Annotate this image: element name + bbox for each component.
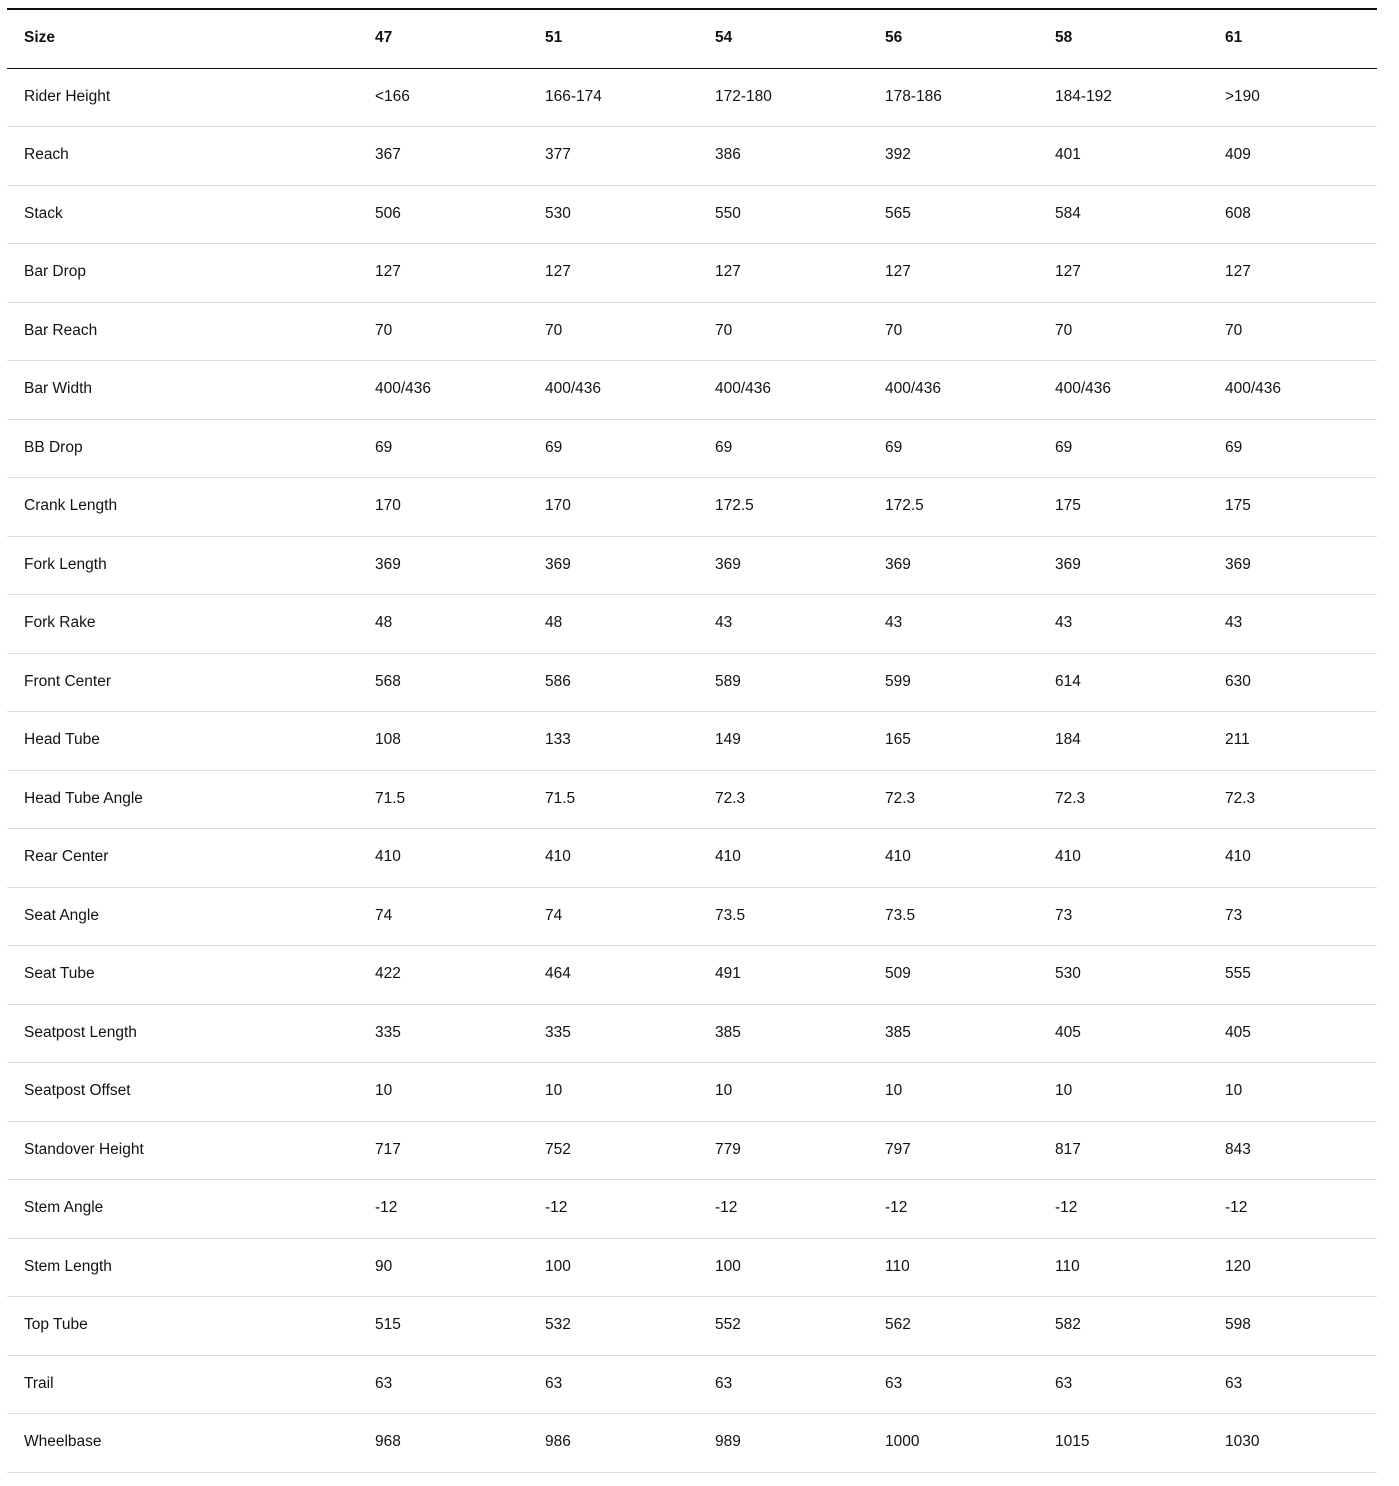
cell-value: 90 [375, 1238, 545, 1297]
cell-value: 335 [545, 1004, 715, 1063]
row-label: Crank Length [7, 478, 375, 537]
table-row [7, 887, 1377, 946]
cell-value: 69 [1225, 419, 1377, 478]
row-label: Rider Height [7, 68, 375, 127]
cell-value: -12 [1225, 1180, 1377, 1239]
table-row [7, 1414, 1377, 1473]
cell-value: -12 [375, 1180, 545, 1239]
cell-value: 70 [715, 302, 885, 361]
cell-value: -12 [545, 1180, 715, 1239]
cell-value: 108 [375, 712, 545, 771]
row-label: Stem Angle [7, 1180, 375, 1239]
cell-value: 509 [885, 946, 1055, 1005]
cell-value: 410 [545, 829, 715, 888]
cell-value: 63 [545, 1355, 715, 1414]
cell-value: 120 [1225, 1238, 1377, 1297]
cell-value: 409 [1225, 127, 1377, 186]
header-row [7, 9, 1377, 68]
cell-value: 43 [715, 595, 885, 654]
cell-value: -12 [715, 1180, 885, 1239]
cell-value: 110 [885, 1238, 1055, 1297]
cell-value: 175 [1225, 478, 1377, 537]
row-label: Reach [7, 127, 375, 186]
header-size-58: 58 [1055, 9, 1225, 68]
row-label: Seat Tube [7, 946, 375, 1005]
cell-value: 968 [375, 1414, 545, 1473]
cell-value: 598 [1225, 1297, 1377, 1356]
cell-value: 405 [1055, 1004, 1225, 1063]
cell-value: 74 [375, 887, 545, 946]
cell-value: 10 [545, 1063, 715, 1122]
cell-value: 70 [375, 302, 545, 361]
row-label: Stack [7, 185, 375, 244]
cell-value: 73.5 [885, 887, 1055, 946]
cell-value: 10 [375, 1063, 545, 1122]
table-row [7, 1297, 1377, 1356]
cell-value: 70 [885, 302, 1055, 361]
table-row [7, 595, 1377, 654]
row-label: Seatpost Offset [7, 1063, 375, 1122]
table-row [7, 419, 1377, 478]
table-row [7, 1180, 1377, 1239]
cell-value: 72.3 [1055, 770, 1225, 829]
table-row [7, 1238, 1377, 1297]
header-size-61: 61 [1225, 9, 1377, 68]
cell-value: 369 [375, 536, 545, 595]
header-size-47: 47 [375, 9, 545, 68]
cell-value: 63 [885, 1355, 1055, 1414]
table-row [7, 244, 1377, 303]
cell-value: 401 [1055, 127, 1225, 186]
cell-value: 127 [545, 244, 715, 303]
cell-value: 797 [885, 1121, 1055, 1180]
cell-value: 555 [1225, 946, 1377, 1005]
cell-value: 71.5 [545, 770, 715, 829]
cell-value: 400/436 [1055, 361, 1225, 420]
cell-value: 69 [545, 419, 715, 478]
cell-value: 70 [1055, 302, 1225, 361]
cell-value: 69 [885, 419, 1055, 478]
cell-value: 63 [375, 1355, 545, 1414]
cell-value: 410 [885, 829, 1055, 888]
row-label: Trail [7, 1355, 375, 1414]
cell-value: 110 [1055, 1238, 1225, 1297]
geometry-table [7, 8, 1377, 1473]
cell-value: 464 [545, 946, 715, 1005]
cell-value: 410 [715, 829, 885, 888]
row-label: Head Tube [7, 712, 375, 771]
cell-value: 74 [545, 887, 715, 946]
cell-value: 127 [1055, 244, 1225, 303]
cell-value: 71.5 [375, 770, 545, 829]
header-size-51: 51 [545, 9, 715, 68]
cell-value: 599 [885, 653, 1055, 712]
cell-value: 843 [1225, 1121, 1377, 1180]
cell-value: 184-192 [1055, 68, 1225, 127]
cell-value: 73.5 [715, 887, 885, 946]
cell-value: 589 [715, 653, 885, 712]
cell-value: 175 [1055, 478, 1225, 537]
table-row [7, 127, 1377, 186]
cell-value: 165 [885, 712, 1055, 771]
row-label: Bar Reach [7, 302, 375, 361]
table-row [7, 1355, 1377, 1414]
cell-value: 752 [545, 1121, 715, 1180]
table-row [7, 712, 1377, 771]
cell-value: 400/436 [545, 361, 715, 420]
cell-value: >190 [1225, 68, 1377, 127]
cell-value: 1015 [1055, 1414, 1225, 1473]
cell-value: 386 [715, 127, 885, 186]
row-label: Fork Rake [7, 595, 375, 654]
table-row [7, 478, 1377, 537]
row-label: Standover Height [7, 1121, 375, 1180]
cell-value: 385 [715, 1004, 885, 1063]
cell-value: 817 [1055, 1121, 1225, 1180]
table-row [7, 302, 1377, 361]
cell-value: 172.5 [715, 478, 885, 537]
cell-value: -12 [885, 1180, 1055, 1239]
cell-value: 392 [885, 127, 1055, 186]
cell-value: 550 [715, 185, 885, 244]
table-row [7, 185, 1377, 244]
cell-value: 491 [715, 946, 885, 1005]
cell-value: 170 [545, 478, 715, 537]
cell-value: 400/436 [715, 361, 885, 420]
cell-value: 10 [1225, 1063, 1377, 1122]
cell-value: 630 [1225, 653, 1377, 712]
row-label: Seat Angle [7, 887, 375, 946]
cell-value: 565 [885, 185, 1055, 244]
cell-value: 127 [885, 244, 1055, 303]
cell-value: 986 [545, 1414, 715, 1473]
table-row [7, 536, 1377, 595]
cell-value: 335 [375, 1004, 545, 1063]
cell-value: 1000 [885, 1414, 1055, 1473]
row-label: BB Drop [7, 419, 375, 478]
cell-value: 400/436 [885, 361, 1055, 420]
cell-value: 184 [1055, 712, 1225, 771]
table-row [7, 653, 1377, 712]
cell-value: 506 [375, 185, 545, 244]
cell-value: 369 [545, 536, 715, 595]
cell-value: 400/436 [1225, 361, 1377, 420]
header-size-label: Size [7, 9, 375, 68]
cell-value: 127 [375, 244, 545, 303]
cell-value: 72.3 [1225, 770, 1377, 829]
cell-value: 10 [715, 1063, 885, 1122]
cell-value: 779 [715, 1121, 885, 1180]
cell-value: 63 [1055, 1355, 1225, 1414]
cell-value: 614 [1055, 653, 1225, 712]
cell-value: 133 [545, 712, 715, 771]
table-row [7, 946, 1377, 1005]
cell-value: 410 [375, 829, 545, 888]
cell-value: 422 [375, 946, 545, 1005]
cell-value: 69 [715, 419, 885, 478]
cell-value: 166-174 [545, 68, 715, 127]
cell-value: 43 [1055, 595, 1225, 654]
row-label: Seatpost Length [7, 1004, 375, 1063]
cell-value: 377 [545, 127, 715, 186]
row-label: Bar Drop [7, 244, 375, 303]
cell-value: 530 [545, 185, 715, 244]
cell-value: 410 [1055, 829, 1225, 888]
header-size-56: 56 [885, 9, 1055, 68]
cell-value: 410 [1225, 829, 1377, 888]
table-row [7, 770, 1377, 829]
cell-value: 69 [375, 419, 545, 478]
cell-value: 70 [1225, 302, 1377, 361]
cell-value: 149 [715, 712, 885, 771]
table-row [7, 1063, 1377, 1122]
cell-value: 211 [1225, 712, 1377, 771]
cell-value: 369 [1055, 536, 1225, 595]
header-size-54: 54 [715, 9, 885, 68]
cell-value: 369 [1225, 536, 1377, 595]
table-row [7, 68, 1377, 127]
row-label: Front Center [7, 653, 375, 712]
cell-value: 63 [715, 1355, 885, 1414]
table-row [7, 829, 1377, 888]
cell-value: 717 [375, 1121, 545, 1180]
cell-value: 584 [1055, 185, 1225, 244]
cell-value: 562 [885, 1297, 1055, 1356]
cell-value: 385 [885, 1004, 1055, 1063]
table-row [7, 1121, 1377, 1180]
table-row [7, 361, 1377, 420]
cell-value: 63 [1225, 1355, 1377, 1414]
cell-value: 552 [715, 1297, 885, 1356]
cell-value: 172-180 [715, 68, 885, 127]
cell-value: 178-186 [885, 68, 1055, 127]
row-label: Wheelbase [7, 1414, 375, 1473]
cell-value: 367 [375, 127, 545, 186]
cell-value: 70 [545, 302, 715, 361]
cell-value: 73 [1225, 887, 1377, 946]
cell-value: 72.3 [885, 770, 1055, 829]
row-label: Rear Center [7, 829, 375, 888]
cell-value: 10 [885, 1063, 1055, 1122]
row-label: Stem Length [7, 1238, 375, 1297]
cell-value: 100 [545, 1238, 715, 1297]
cell-value: -12 [1055, 1180, 1225, 1239]
cell-value: 48 [545, 595, 715, 654]
cell-value: <166 [375, 68, 545, 127]
cell-value: 43 [885, 595, 1055, 654]
cell-value: 172.5 [885, 478, 1055, 537]
cell-value: 582 [1055, 1297, 1225, 1356]
cell-value: 48 [375, 595, 545, 654]
cell-value: 69 [1055, 419, 1225, 478]
cell-value: 127 [715, 244, 885, 303]
cell-value: 608 [1225, 185, 1377, 244]
row-label: Bar Width [7, 361, 375, 420]
cell-value: 100 [715, 1238, 885, 1297]
cell-value: 530 [1055, 946, 1225, 1005]
cell-value: 586 [545, 653, 715, 712]
cell-value: 127 [1225, 244, 1377, 303]
cell-value: 72.3 [715, 770, 885, 829]
cell-value: 369 [715, 536, 885, 595]
cell-value: 568 [375, 653, 545, 712]
cell-value: 405 [1225, 1004, 1377, 1063]
cell-value: 369 [885, 536, 1055, 595]
cell-value: 515 [375, 1297, 545, 1356]
cell-value: 1030 [1225, 1414, 1377, 1473]
cell-value: 532 [545, 1297, 715, 1356]
cell-value: 170 [375, 478, 545, 537]
cell-value: 10 [1055, 1063, 1225, 1122]
cell-value: 73 [1055, 887, 1225, 946]
cell-value: 989 [715, 1414, 885, 1473]
row-label: Head Tube Angle [7, 770, 375, 829]
row-label: Fork Length [7, 536, 375, 595]
cell-value: 400/436 [375, 361, 545, 420]
table-row [7, 1004, 1377, 1063]
row-label: Top Tube [7, 1297, 375, 1356]
cell-value: 43 [1225, 595, 1377, 654]
